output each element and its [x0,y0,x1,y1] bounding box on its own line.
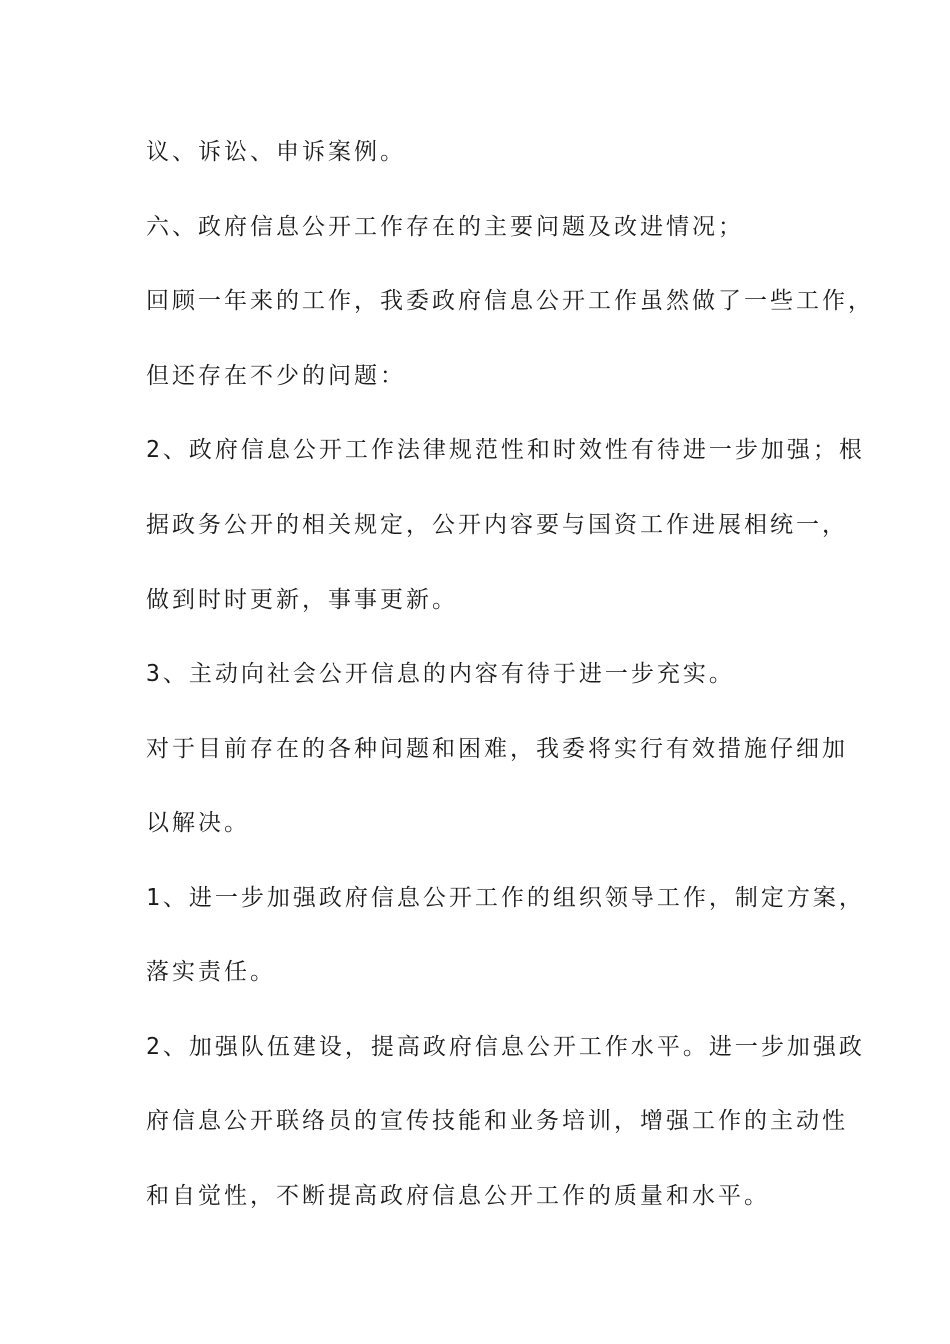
text-line: 议、诉讼、申诉案例。 [146,139,406,165]
text-line: 3、主动向社会公开信息的内容有待于进一步充实。 [146,661,735,687]
text-line: 2、加强队伍建设，提高政府信息公开工作水平。进一步加强政 [146,1034,865,1060]
text-line: 2、政府信息公开工作法律规范性和时效性有待进一步加强；根 [146,437,865,463]
text-line: 但还存在不少的问题： [146,363,406,389]
text-line: 做到时时更新，事事更新。 [146,587,458,613]
text-line: 1、进一步加强政府信息公开工作的组织领导工作，制定方案， [146,885,865,911]
text-line: 据政务公开的相关规定，公开内容要与国资工作进展相统一， [146,512,848,538]
text-line: 对于目前存在的各种问题和困难，我委将实行有效措施仔细加 [146,736,848,762]
text-line: 落实责任。 [146,959,276,985]
text-line: 回顾一年来的工作，我委政府信息公开工作虽然做了一些工作， [146,288,874,314]
text-line: 以解决。 [146,810,250,836]
text-line: 六、政府信息公开工作存在的主要问题及改进情况； [146,214,744,240]
text-line: 和自觉性，不断提高政府信息公开工作的质量和水平。 [146,1183,770,1209]
text-line: 府信息公开联络员的宣传技能和业务培训，增强工作的主动性 [146,1108,848,1134]
